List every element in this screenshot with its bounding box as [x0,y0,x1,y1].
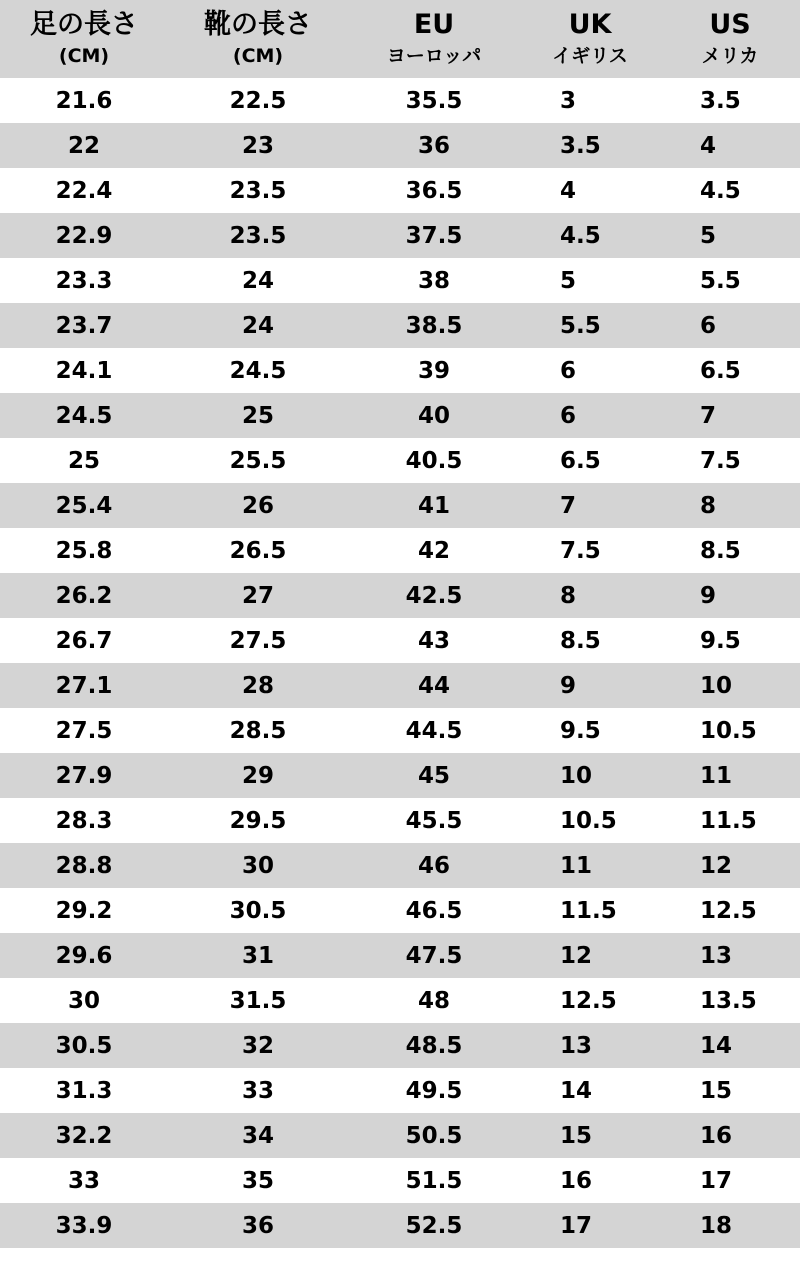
table-cell: 21.6 [55,87,113,114]
table-row [0,843,800,888]
table-cell: 33.9 [55,1212,113,1239]
table-row [0,663,800,708]
column-header-foot-length-title: 足の長さ [30,9,138,40]
table-cell: 25.8 [55,537,113,564]
table-cell: 33 [241,1077,274,1104]
table-cell: 28 [241,672,274,699]
table-cell: 28.5 [229,717,287,744]
table-cell: 36 [417,132,450,159]
table-cell: 28.3 [55,807,113,834]
table-cell: 27.5 [55,717,113,744]
table-cell: 3 [560,87,577,114]
table-cell: 42.5 [405,582,463,609]
column-header-us [660,0,800,78]
table-row [0,168,800,213]
table-cell: 27 [241,582,274,609]
column-header-foot-length [0,0,168,78]
table-cell: 42 [417,537,450,564]
table-cell: 18 [700,1212,733,1239]
table-cell: 12 [700,852,733,879]
table-cell: 44 [417,672,450,699]
table-cell: 10 [700,672,733,699]
table-cell: 22.4 [55,177,113,204]
table-row [0,798,800,843]
table-cell: 8.5 [560,627,601,654]
table-cell: 45.5 [405,807,463,834]
table-row [0,1023,800,1068]
table-cell: 36.5 [405,177,463,204]
table-cell: 31.5 [229,987,287,1014]
table-cell: 34 [241,1122,274,1149]
table-row [0,978,800,1023]
table-row [0,78,800,123]
table-cell: 15 [560,1122,593,1149]
table-cell: 15 [700,1077,733,1104]
table-cell: 30.5 [229,897,287,924]
table-cell: 3.5 [700,87,741,114]
table-cell: 17 [560,1212,593,1239]
table-cell: 10.5 [560,807,617,834]
table-cell: 45 [417,762,450,789]
table-cell: 10 [560,762,593,789]
table-row [0,708,800,753]
table-cell: 29.6 [55,942,113,969]
table-cell: 31 [241,942,274,969]
table-cell: 23.5 [229,222,287,249]
table-cell: 43 [417,627,450,654]
table-row [0,303,800,348]
column-header-eu-subtitle: ヨーロッパ [386,44,482,67]
table-cell: 40 [417,402,450,429]
table-cell: 36 [241,1212,274,1239]
table-cell: 25.5 [229,447,287,474]
column-header-us-subtitle: メリカ [701,44,759,67]
table-cell: 10.5 [700,717,757,744]
table-cell: 6.5 [700,357,741,384]
column-header-shoe-length [168,0,348,78]
table-cell: 14 [700,1032,733,1059]
table-cell: 14 [560,1077,593,1104]
table-cell: 48.5 [405,1032,463,1059]
table-row [0,618,800,663]
table-cell: 30 [241,852,274,879]
table-cell: 12 [560,942,593,969]
table-cell: 7 [560,492,577,519]
table-cell: 7.5 [560,537,601,564]
table-cell: 51.5 [405,1167,463,1194]
table-row [0,123,800,168]
table-cell: 31.3 [55,1077,113,1104]
column-header-shoe-length-unit: (CM) [232,44,284,67]
table-row [0,1068,800,1113]
table-cell: 11 [560,852,593,879]
column-header-us-title: US [709,9,751,40]
table-cell: 32.2 [55,1122,113,1149]
table-row [0,528,800,573]
table-cell: 40.5 [405,447,463,474]
table-cell: 24.1 [55,357,113,384]
table-cell: 11.5 [560,897,617,924]
table-row [0,1158,800,1203]
table-cell: 5 [560,267,577,294]
table-row [0,1203,800,1248]
table-cell: 9.5 [560,717,601,744]
table-header [0,0,800,78]
table-row [0,348,800,393]
table-cell: 9 [700,582,717,609]
table-cell: 23.3 [55,267,113,294]
table-cell: 17 [700,1167,733,1194]
table-cell: 24.5 [229,357,287,384]
table-cell: 27.5 [229,627,287,654]
table-row [0,753,800,798]
table-cell: 24 [241,267,274,294]
table-row [0,1113,800,1158]
table-cell: 50.5 [405,1122,463,1149]
table-cell: 4 [700,132,717,159]
table-cell: 22 [67,132,100,159]
table-cell: 30.5 [55,1032,113,1059]
table-cell: 24.5 [55,402,113,429]
column-header-uk-title: UK [568,9,612,40]
table-row [0,483,800,528]
table-cell: 9 [560,672,577,699]
table-cell: 26.2 [55,582,113,609]
table-cell: 22.9 [55,222,113,249]
header-row [0,0,800,78]
table-cell: 6 [560,357,577,384]
table-cell: 39 [417,357,450,384]
table-cell: 49.5 [405,1077,463,1104]
table-cell: 3.5 [560,132,601,159]
table-cell: 41 [417,492,450,519]
table-cell: 35 [241,1167,274,1194]
table-cell: 32 [241,1032,274,1059]
table-cell: 6 [560,402,577,429]
column-header-eu [348,0,520,78]
table-cell: 23.7 [55,312,113,339]
table-cell: 25 [67,447,100,474]
table-cell: 5.5 [560,312,601,339]
table-cell: 35.5 [405,87,463,114]
table-cell: 4.5 [560,222,601,249]
table-cell: 7 [700,402,717,429]
table-cell: 48 [417,987,450,1014]
table-cell: 33 [67,1167,100,1194]
table-cell: 4 [560,177,577,204]
table-cell: 8 [700,492,717,519]
table-cell: 4.5 [700,177,741,204]
table-cell: 47.5 [405,942,463,969]
table-cell: 12.5 [560,987,617,1014]
table-cell: 6.5 [560,447,601,474]
table-cell: 6 [700,312,717,339]
table-cell: 46 [417,852,450,879]
column-header-foot-length-unit: (CM) [58,44,110,67]
column-header-uk [520,0,660,78]
table-cell: 25.4 [55,492,113,519]
table-cell: 8 [560,582,577,609]
table-row [0,438,800,483]
table-cell: 37.5 [405,222,463,249]
table-cell: 26.5 [229,537,287,564]
table-cell: 12.5 [700,897,757,924]
table-row [0,888,800,933]
table-cell: 5 [700,222,717,249]
table-cell: 8.5 [700,537,741,564]
table-cell: 29.5 [229,807,287,834]
table-cell: 23 [241,132,274,159]
column-header-eu-title: EU [413,9,455,40]
table-cell: 13 [560,1032,593,1059]
table-cell: 16 [560,1167,593,1194]
table-cell: 23.5 [229,177,287,204]
table-cell: 5.5 [700,267,741,294]
table-cell: 30 [67,987,100,1014]
table-row [0,213,800,258]
table-cell: 16 [700,1122,733,1149]
table-cell: 28.8 [55,852,113,879]
table-cell: 46.5 [405,897,463,924]
table-cell: 25 [241,402,274,429]
table-cell: 29 [241,762,274,789]
table-cell: 9.5 [700,627,741,654]
table-cell: 29.2 [55,897,113,924]
table-cell: 26.7 [55,627,113,654]
table-cell: 13.5 [700,987,757,1014]
table-cell: 27.9 [55,762,113,789]
table-cell: 27.1 [55,672,113,699]
table-cell: 24 [241,312,274,339]
table-cell: 52.5 [405,1212,463,1239]
table-row [0,393,800,438]
column-header-uk-subtitle: イギリス [552,44,628,67]
table-body [0,78,800,1248]
table-cell: 22.5 [229,87,287,114]
table-cell: 11.5 [700,807,757,834]
column-header-shoe-length-title: 靴の長さ [204,9,312,40]
table-row [0,573,800,618]
table-cell: 13 [700,942,733,969]
table-cell: 26 [241,492,274,519]
table-cell: 38 [417,267,450,294]
table-row [0,933,800,978]
table-cell: 38.5 [405,312,463,339]
table-row [0,258,800,303]
table-cell: 44.5 [405,717,463,744]
table-cell: 7.5 [700,447,741,474]
table-cell: 11 [700,762,733,789]
